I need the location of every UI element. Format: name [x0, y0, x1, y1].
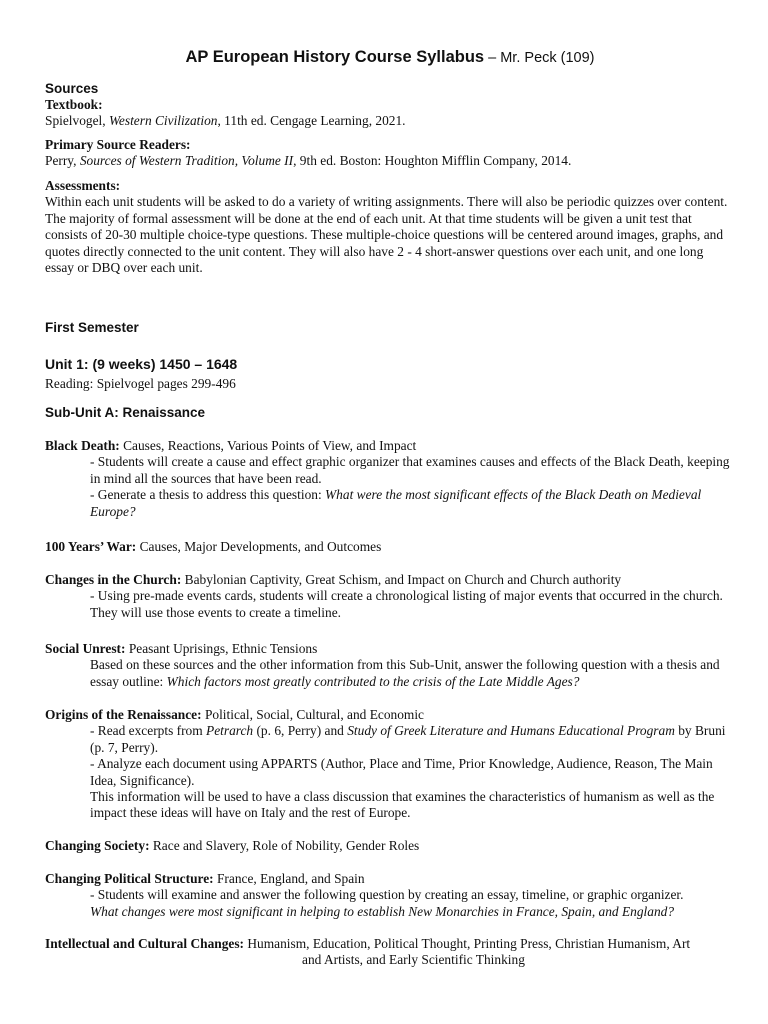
- topic-label: Changing Society:: [45, 838, 150, 853]
- semester-heading: [45, 320, 735, 335]
- subunit-heading-text: Sub-Unit A: Renaissance: [45, 405, 206, 420]
- topic-activity: - Generate a thesis to address this question: What were the most significant effects of the Black Death on Medieval Europe?: [90, 487, 702, 519]
- topic-political-structure: Changing Political Structure: France, England, and Spain - Students will examine and answer the following question by creating an essay, timeline, or graphic organizer. What changes were most significant in helping to establish New Monarchies in France, Spain, and England?: [45, 871, 735, 920]
- unit-heading: [45, 356, 735, 372]
- topic-label: 100 Years’ War:: [45, 539, 137, 554]
- title-main: AP European History Course Syllabus: [185, 48, 485, 66]
- page-title: [45, 48, 735, 67]
- topic-label: Social Unrest:: [45, 641, 126, 656]
- topic-changing-society: Changing Society: Race and Slavery, Role of Nobility, Gender Roles: [45, 838, 420, 853]
- assessments-section: [45, 178, 735, 276]
- title-teacher: – Mr. Peck (109): [484, 50, 595, 66]
- topic-label: Black Death:: [45, 438, 120, 453]
- sources-heading: [45, 81, 735, 96]
- topic-label: Origins of the Renaissance:: [45, 707, 202, 722]
- topic-activity: - Students will examine and answer the following question by creating an essay, timeline, or graphic organizer.: [90, 887, 684, 903]
- topic-activity: Based on these sources and the other information from this Sub-Unit, answer the following question with a thesis and essay outline: Which factors most greatly contributed to the crisis of the Late Middle Ages?: [90, 657, 720, 689]
- unit-heading-text: Unit 1: (9 weeks) 1450 – 1648: [45, 356, 238, 372]
- topic-activity: This information will be used to have a class discussion that examines the characteristics of humanism as well as the impact these ideas will have on Italy and the rest of Europe.: [90, 789, 715, 821]
- topic-hundred-years-war: 100 Years’ War: Causes, Major Developments, and Outcomes: [45, 539, 382, 554]
- topic-activity: - Students will create a cause and effect graphic organizer that examines causes and effects of the Black Death, keeping in mind all the sources that have been read.: [90, 454, 730, 486]
- topic-black-death: Black Death: Causes, Reactions, Various Points of View, and Impact - Students will create a cause and effect graphic organizer that examines causes and effects of the Black Death, keeping in mind all the sources that have been read. - Generate a thesis to address this question: What were the most significant effects of the Black Death on Medieval Europe?: [45, 438, 735, 520]
- topic-label: Intellectual and Cultural Changes:: [45, 936, 245, 951]
- textbook-section: [45, 97, 735, 130]
- topic-activity: What changes were most significant in helping to establish New Monarchies in France, Spain, and England?: [90, 903, 675, 919]
- sources-heading-text: Sources: [45, 81, 99, 96]
- topic-intellectual-cultural: Intellectual and Cultural Changes: Humanism, Education, Political Thought, Printing Press, Christian Humanism, Art and Artists, and Early Scientific Thinking: [45, 936, 735, 969]
- reader-citation: Perry, Sources of Western Tradition, Volume II, 9th ed. Boston: Houghton Mifflin Company, 2014.: [45, 153, 572, 169]
- topic-activity: - Read excerpts from Petrarch (p. 6, Perry) and Study of Greek Literature and Humans Educational Program by Bruni (p. 7, Perry).: [90, 723, 726, 755]
- topic-social-unrest: Social Unrest: Peasant Uprisings, Ethnic Tensions Based on these sources and the other information from this Sub-Unit, answer the following question with a thesis and essay outline: Which factors most greatly contributed to the crisis of the Late Middle Ages?: [45, 641, 735, 690]
- topic-activity: - Analyze each document using APPARTS (Author, Place and Time, Prior Knowledge, Audience, Reason, The Main Idea, Significance).: [90, 756, 713, 788]
- unit-reading: Reading: Spielvogel pages 299-496: [45, 376, 236, 391]
- topic-origins-renaissance: Origins of the Renaissance: Political, Social, Cultural, and Economic - Read excerpts from Petrarch (p. 6, Perry) and Study of Greek Literature and Humans Educational Program by Bruni (p. 7, Perry). - Analyze each document using APPARTS (Author, Place and Time, Prior Knowledge, Audience, Reason, The Main Idea, Significance). This information will be used to have a class discussion that examines the characteristics of humanism as well as the impact these ideas will have on Italy and the rest of Europe.: [45, 707, 735, 822]
- topic-text-continued: and Artists, and Early Scientific Thinking: [302, 952, 525, 968]
- textbook-citation: Spielvogel, Western Civilization, 11th ed. Cengage Learning, 2021.: [45, 113, 406, 129]
- topic-label: Changes in the Church:: [45, 572, 182, 587]
- subunit-heading: [45, 405, 735, 420]
- topic-label: Changing Political Structure:: [45, 871, 214, 886]
- topic-church: Changes in the Church: Babylonian Captivity, Great Schism, and Impact on Church and Church authority - Using pre-made events cards, students will create a chronological listing of major events that occurred in the church. They will use those events to create a timeline.: [45, 572, 735, 621]
- textbook-label: Textbook:: [45, 97, 103, 112]
- reader-section: [45, 137, 735, 170]
- assessments-label: Assessments:: [45, 178, 121, 193]
- topic-activity: - Using pre-made events cards, students will create a chronological listing of major events that occurred in the church. They will use those events to create a timeline.: [90, 588, 723, 620]
- semester-heading-text: First Semester: [45, 320, 139, 335]
- assessments-text: Within each unit students will be asked to do a variety of writing assignments. There will also be periodic quizzes over content. The majority of formal assessment will be done at the end of each unit. At that time students will be given a unit test that consists of 20-30 multiple choice-type questions. These multiple-choice questions will be centered around images, graphs, and quotes directly connected to the unit content. They will also have 2 - 4 short-answer questions over each unit, and one long essay or DBQ over each unit.: [45, 194, 728, 276]
- reader-label: Primary Source Readers:: [45, 137, 191, 152]
